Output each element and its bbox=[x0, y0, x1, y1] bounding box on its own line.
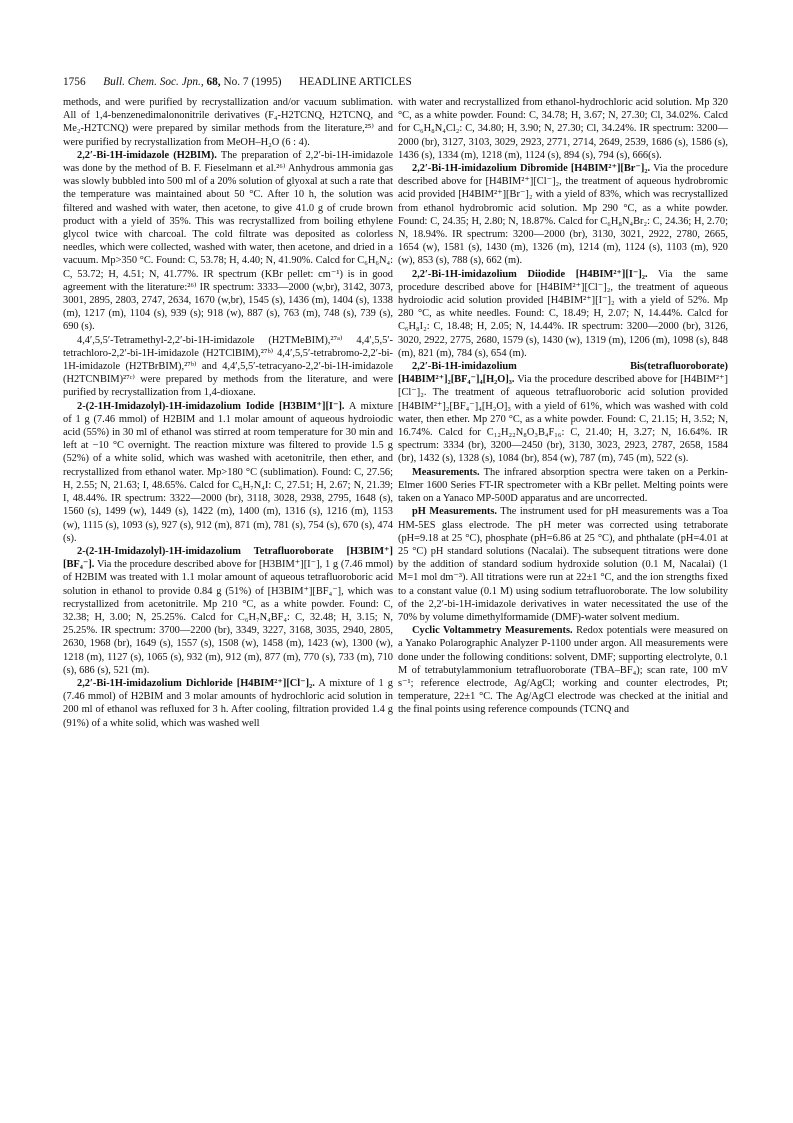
issue: No. 7 (1995) bbox=[223, 76, 282, 88]
paragraph-h2bim bbox=[63, 149, 393, 334]
paragraph-h3bim-bf4 bbox=[63, 545, 393, 677]
page-number: 1756 bbox=[63, 76, 86, 88]
paragraph: 4,4′,5,5′-Tetramethyl-2,2′-bi-1H-imidazole (H2TMeBIM),²⁷ᵃ⁾ 4,4′,5,5′-tetrachloro-2,2′-bi-1H-imidazole (H2TClBIM),²⁷ᵇ⁾ 4,4′,5,5′-tetrabromo-2,2′-bi-1H-imidazole (H2TBrBIM),²⁷ᵇ⁾ and 4,4′,5,5′-tetracyano-2,2′-bi-1H-imidazole (H2TCNBIM)²⁷ᶜ⁾ were prepared by methods from the literature, and were purified by recrystallization from 1,4-dioxane. bbox=[63, 334, 393, 399]
paragraph-h4bim-diiodide bbox=[398, 268, 728, 360]
paragraph-h4bim-dibromide bbox=[398, 162, 728, 268]
paragraph: methods, and were purified by recrystallization and/or vacuum sublimation. All of 1,4-benzenedimalononitrile derivatives (F₄-H2TCNQ, H2TCNQ, and Me₂-H2TCNQ) were prepared by similar methods from the literature,²⁵⁾ and were purified by recrystallization from MeOH–H₂O (6 : 4). bbox=[63, 97, 393, 148]
subheading: 2,2′-Bi-1H-imidazolium Diiodide [H4BIM²⁺][I⁻]₂. bbox=[412, 268, 648, 280]
subheading: 2,2′-Bi-1H-imidazolium Dibromide [H4BIM²⁺][Br⁻]₂. bbox=[412, 163, 651, 175]
paragraph-body: The infrared absorption spectra were taken on a Perkin-Elmer 1600 Series FT-IR spectrometer with a KBr pellet. Melting points were taken on a Yanaco MP-500D apparatus and are uncorrected. bbox=[398, 466, 728, 505]
subheading: 2,2′-Bi-1H-imidazolium Bis(tetrafluoroborate) [H4BIM²⁺]₂[BF₄⁻]₄[H₂O]₃. bbox=[398, 361, 728, 386]
paragraph-body: The preparation of 2,2′-bi-1H-imidazole was done by the method of B. F. Fieselmann et al.²⁶⁾ Anhydrous ammonia gas was slowly bubbled into 500 ml of a 20% solution of glyoxal at such a rate that the temperature was maintained about 50 °C. After 10 h, the solution was filtered and washed with water, then acetone, to give 41.0 g of crude brown product with a yield of 35%. This was recrystallized from boiling ethylene glycol twice with charcoal. The cold filtrate was deposited as colorless needles, which were collected, washed with water, then acetone, and dried in a vacuum. Mp>350 °C. Found: C, 53.78; H, 4.40; N, 41.90%. Calcd for C₆H₆N₄: C, 53.72; H, 4.51; N, 41.77%. IR spectrum (KBr pellet: cm⁻¹) is in good agreement with the literature:²⁶⁾ IR spectrum: 3333—2000 (w,br), 3142, 3073, 3001, 2895, 2803, 2747, 2634, 1670 (w,br), 1545 (s), 1436 (m), 1404 (s), 1338 (m), 1217 (m), 1104 (s), 939 (s); 918 (w), 887 (s), 763 (m), 748 (s), 739 (s), 690 (s). bbox=[63, 149, 393, 333]
volume: 68, bbox=[206, 76, 221, 88]
journal-name: Bull. Chem. Soc. Jpn., bbox=[103, 76, 204, 88]
running-header bbox=[63, 76, 733, 88]
paragraph-body: A mixture of 1 g (7.46 mmol) of H2BIM and 3 molar amounts of hydrochloric acid solution in 200 ml of ethanol was refluxed for 3 h. After cooling, filtration provided 1.4 g (91%) of a white solid, which was washed well bbox=[63, 677, 393, 729]
subheading: Measurements. bbox=[412, 466, 480, 478]
paragraph-body: The instrument used for pH measurements was a Toa HM-5ES glass electrode. The pH meter was corrected using tetraborate (pH=9.18 at 25 °C), phosphate (pH=6.86 at 25 °C), and phthalate (pH=4.01 at 25 °C) pH standard solutions (Nacalai). The subsequent titrations were done by the addition of standard sodium hydroxide solution (0.1 M, Nacalai) (1 M=1 mol dm⁻³). All titrations were run at 22±1 °C, and the ion strengths fixed to a constant value (0.1 M) using sodium tetrafluoroborate. The low solubility of the 2,2′-bi-1H-imidazole derivatives in water necessitated the use of the 70% by volume dimethylformamide (DMF)-water solvent medium. bbox=[398, 506, 728, 623]
paragraph-body: A mixture of 1 g (7.46 mmol) of H2BIM and 1.1 molar amount of aqueous hydroiodic acid (55%) in 30 ml of ethanol was stirred at room temperature for 30 min and left at −10 °C overnight. The reaction mixture was filtered to provide 1.5 g (52%) of a white solid, which was washed with acetonitrile, then ether, and recrystallized from ethanol water. Mp>180 °C (sublimation). Found: C, 27.56; H, 2.55; N, 21.63; I, 48.65%. Calcd for C₆H₇N₄I: C, 27.51; H, 2.67; N, 21.39; I, 48.44%. IR spectrum: 3322—2000 (br), 3118, 3028, 2938, 2795, 1648 (s), 1560 (s), 1499 (w), 1449 (s), 1422 (m), 1400 (m), 1316 (s), 1216 (m), 1153 (w), 1115 (s), 1093 (s), 927 (s), 912 (m), 871 (m), 781 (s), 754 (s), 670 (s), 474 (s). bbox=[63, 400, 393, 544]
subheading: 2,2′-Bi-1H-imidazolium Dichloride [H4BIM²⁺][Cl⁻]₂. bbox=[77, 677, 315, 689]
paragraph-h4bim-dichloride bbox=[63, 677, 393, 730]
subheading: 2-(2-1H-Imidazolyl)-1H-imidazolium Iodide [H3BIM⁺][I⁻]. bbox=[77, 400, 345, 412]
paragraph-measurements bbox=[398, 466, 728, 506]
paragraph-body: Via the procedure described above for [H4BIM²⁺][Cl⁻]₂. The treatment of aqueous tetrafluoroboric acid solution provided [H4BIM²⁺]₂[BF₄⁻]₄[H₂O]₃ with a yield of 61%, which was washed with cold water, then ether. Mp 270 °C, as a white powder. Found: C, 21.15; H, 3.52; N, 16.74%. Calcd for C₁₂H₂₂N₈O₃B₄F₁₆: C, 21.40; H, 3.27; N, 16.64%. IR spectrum: 3334 (br), 3200—2450 (br), 3130, 3023, 2923, 2787, 2658, 1584 (br), 1432 (s), 1328 (s), 1084 (br), 854 (w), 787 (m), 745 (m), 522 (s). bbox=[398, 374, 728, 465]
subheading: pH Measurements. bbox=[412, 506, 497, 518]
section-title: HEADLINE ARTICLES bbox=[299, 76, 412, 88]
right-column bbox=[398, 96, 728, 717]
subheading: 2-(2-1H-Imidazolyl)-1H-imidazolium Tetrafluoroborate [H3BIM⁺][BF₄⁻]. bbox=[63, 545, 393, 571]
paragraph-body: Via the procedure described above for [H3BIM⁺][I⁻], 1 g (7.46 mmol) of H2BIM was treated with 1.1 molar amount of aqueous tetrafluoroboric acid solution in ethanol to provide 0.84 g (51%) of [H3BIM⁺][BF₄⁻], which was recrystallized from acetonitrile. Mp 210 °C, as a white powder. Found: C, 32.38; H, 3.00; N, 25.25%. Calcd for C₆H₇N₄BF₄: C, 32.48; H, 3.15; N, 25.25%. IR spectrum: 3700—2200 (br), 3349, 3227, 3168, 3035, 2940, 2805, 2630, 1968 (br), 1649 (s), 1557 (s), 1508 (w), 1458 (m), 1423 (w), 1300 (w), 1218 (m), 1127 (s), 1065 (s), 932 (m), 912 (m), 877 (m), 770 (s), 733 (m), 710 (s), 686 (s), 521 (m). bbox=[63, 559, 393, 676]
paragraph-body: Redox potentials were measured on a Yanako Polarographic Analyzer P-1100 under argon. All measurements were done under the following conditions: solvent, DMF; supporting electrolyte, 0.1 M of tetrabutylammonium tetrafluoroborate (TBA–BF₄); scan rate, 100 mV s⁻¹; reference electrode, Ag/AgCl; working and counter electrodes, Pt; temperature, 22±1 °C. The Ag/AgCl electrode was checked at the initial and the final points using reference compounds (TCNQ and bbox=[398, 625, 728, 716]
paragraph: with water and recrystallized from ethanol-hydrochloric acid solution. Mp 320 °C, as a white powder. Found: C, 34.78; H, 3.67; N, 27.30; Cl, 34.02%. Calcd for C₆H₈N₄Cl₂: C, 34.80; H, 3.90; N, 27.30; Cl, 34.24%. IR spectrum: 3200—2000 (br), 3127, 3103, 3029, 2923, 2771, 2714, 2649, 2539, 1686 (s), 1586 (s), 1436 (s), 1334 (m), 1218 (m), 1124 (s), 894 (s), 794 (s), 666(s). bbox=[398, 97, 728, 161]
subheading: 2,2′-Bi-1H-imidazole (H2BIM). bbox=[77, 149, 217, 161]
paragraph-body: Via the procedure described above for [H4BIM²⁺][Cl⁻]₂, the treatment of aqueous hydrobromic acid provided [H4BIM²⁺][Br⁻]₂ with a yield of 83%, which was recrystallized from ethanol hydrobromic acid solution. Mp 290 °C, as a white powder. Found: C, 24.35; H, 2.80; N, 18.87%. Calcd for C₆H₈N₄Br₂: C, 24.36; H, 2.70; N, 18.94%. IR spectrum: 3200—2000 (br), 3130, 3021, 2922, 2780, 2665, 1654 (w), 1581 (s), 1430 (m), 1326 (m), 1214 (m), 1124 (s), 1103 (m), 920 (w), 853 (s), 788 (s), 662 (m). bbox=[398, 163, 729, 267]
paragraph-cv bbox=[398, 624, 728, 716]
subheading: Cyclic Voltammetry Measurements. bbox=[412, 625, 573, 637]
paragraph-h3bim-iodide bbox=[63, 400, 393, 545]
paragraph-ph bbox=[398, 505, 728, 624]
paragraph-h4bim-bf4 bbox=[398, 360, 728, 466]
paragraph-body: Via the same procedure described above for [H4BIM²⁺][Cl⁻]₂, the treatment of aqueous hydroiodic acid solution provided [H4BIM²⁺][I⁻]₂ with a yield of 52%. Mp 280 °C, as white needles. Found: C, 18.49; H, 2.07; N, 14.44%. Calcd for C₆H₈I₂: C, 18.48; H, 2.05; N, 14.44%. IR spectrum: 3200—2000 (br), 3126, 3020, 2922, 2775, 2680, 1579 (s), 1430 (w), 1319 (m), 1206 (m), 1098 (s), 848 (m), 821 (m), 784 (s), 654 (m). bbox=[398, 268, 728, 359]
left-column bbox=[63, 96, 393, 730]
